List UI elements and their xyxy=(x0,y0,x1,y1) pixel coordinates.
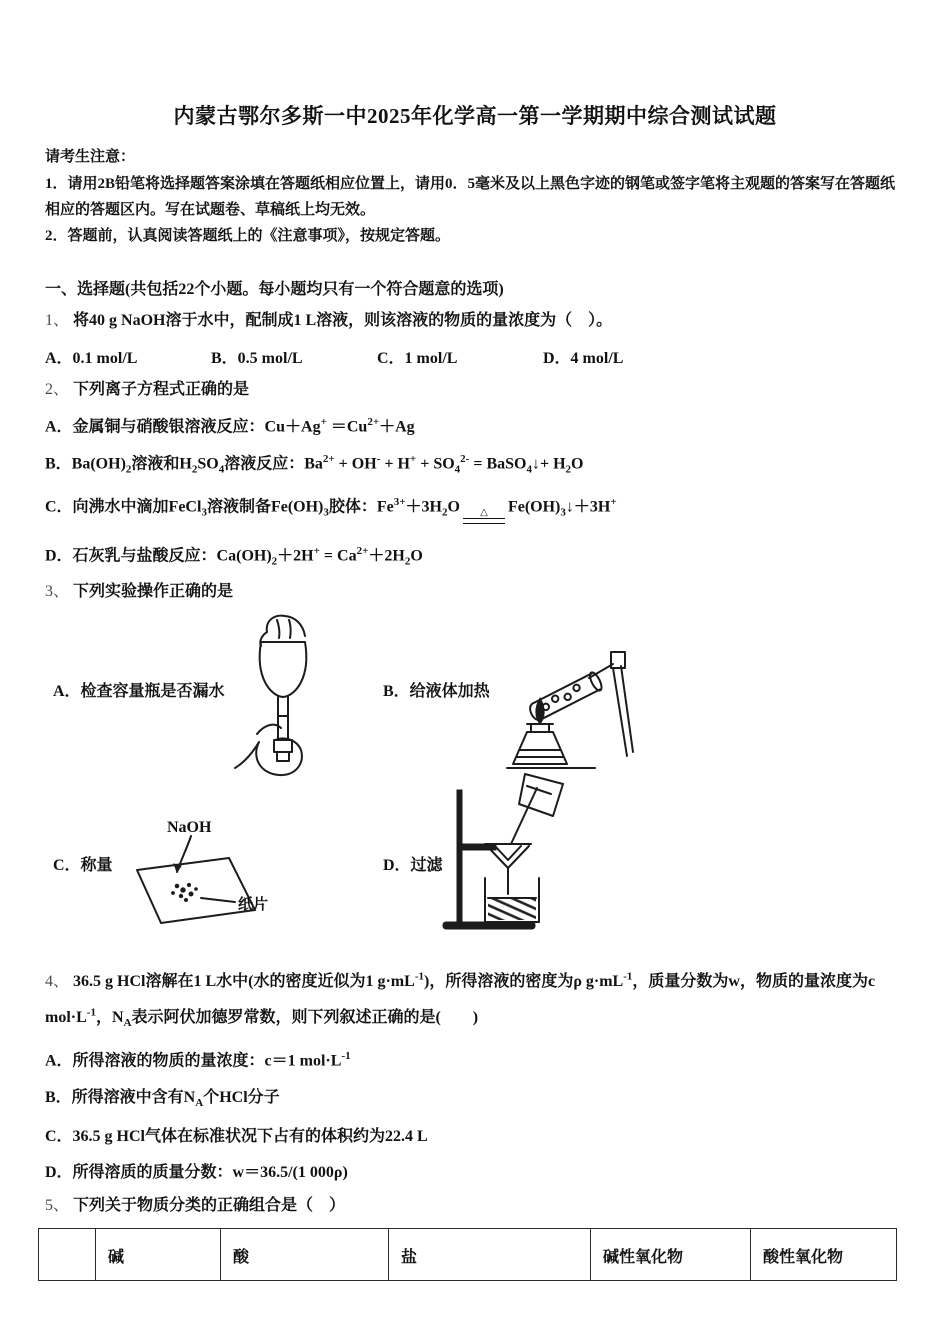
question-3-stem xyxy=(45,580,905,604)
question-4-number: 4、 xyxy=(45,973,70,991)
weighing-paper-label: 纸片 xyxy=(238,897,269,914)
question-2-number: 2、 xyxy=(45,381,70,399)
notice-heading: 请考生注意： xyxy=(45,149,136,165)
delta-equals-sign: △ xyxy=(463,508,505,524)
question-3-number: 3、 xyxy=(45,583,70,601)
question-2-stem xyxy=(45,378,905,402)
notice-item-2: 2．答题前，认真阅读答题纸上的《注意事项》，按规定答题。 xyxy=(45,227,451,244)
question-2-text: 下列离子方程式正确的是 xyxy=(73,381,250,399)
question-5-number: 5、 xyxy=(45,1197,70,1215)
q1-option-a: A．0.1 mol/L xyxy=(45,350,138,368)
question-3-figures xyxy=(45,612,905,954)
page-title: 内蒙古鄂尔多斯一中2025年化学高一第一学期期中综合测试试题 xyxy=(173,104,777,128)
classification-table xyxy=(38,1228,897,1281)
q3-option-a-label: A．检查容量瓶是否漏水 xyxy=(53,683,225,701)
q4-option-c: C．36.5 g HCl气体在标准状况下占有的体积约为22.4 L xyxy=(45,1127,428,1145)
question-1-options xyxy=(45,345,905,368)
table-header-salt: 盐 xyxy=(389,1229,591,1281)
question-5-stem xyxy=(45,1194,905,1218)
table-header-row xyxy=(39,1229,897,1281)
question-5-text: 下列关于物质分类的正确组合是（ ） xyxy=(73,1197,346,1215)
q1-option-c: C．1 mol/L xyxy=(377,350,458,368)
q2-option-d: D．石灰乳与盐酸反应：$Ca(OH)_2+2H^+ = Ca^{2+}+2H_2O$ xyxy=(45,544,423,568)
q3-option-d-label: D．过滤 xyxy=(383,857,443,875)
filtration-figure xyxy=(435,772,575,940)
question-4-text: 36.5 g HCl溶解在1 L水中(水的密度近似为1 $g\cdot mL^{-1}$)，所得溶液的密度为ρ $g\cdot mL^{-1}$，质量分数为w，物质的量浓度为c $mol\cdot L^{-1}$，$N_A$表示阿伏加德罗常数，则下列叙述正确的是( ) xyxy=(45,970,876,1030)
q1-option-b: B．0.5 mol/L xyxy=(211,350,303,368)
weighing-naoh-figure xyxy=(111,810,281,930)
q2-option-c: C．向沸水中滴加FeCl$_3$溶液制备$Fe(OH)_3$胶体：$Fe^{3+}+3H_2O$ △ $Fe(OH)_3↓+3H^+$ xyxy=(45,495,905,523)
section-heading: 一、选择题(共包括22个小题。每小题均只有一个符合题意的选项) xyxy=(45,281,504,299)
q4-option-b: B．所得溶液中含有$N_A$个HCl分子 xyxy=(45,1088,280,1109)
q2-option-b: B．$Ba(OH)_2$溶液和$H_2SO_4$溶液反应：$Ba^{2+} + OH^- + H^+ + SO_4^{2-}$ = BaSO$_4$↓+ $H_2O$ xyxy=(45,452,584,476)
q2-option-a: A．金属铜与硝酸银溶液反应：$Cu+Ag^+ =Cu^{2+}+Ag$ xyxy=(45,416,415,436)
q4-option-a: A．所得溶液的物质的量浓度：c＝1 $mol\cdot L^{-1}$ xyxy=(45,1050,351,1070)
table-header-acid: 酸 xyxy=(221,1229,389,1281)
weighing-substance-label: NaOH xyxy=(167,819,212,837)
question-4-stem xyxy=(45,964,905,1036)
question-1-stem xyxy=(45,309,905,333)
table-header-basic-oxide: 碱性氧化物 xyxy=(591,1229,751,1281)
q3-option-b-label: B．给液体加热 xyxy=(383,683,490,701)
volumetric-flask-leak-check-figure xyxy=(223,612,343,780)
notice-item-1: 1．请用2B铅笔将选择题答案涂填在答题纸相应位置上，请用0．5毫米及以上黑色字迹的钢笔或签字笔将主观题的答案写在答题纸相应的答题区内。写在试题卷、草稿纸上均无效。 xyxy=(45,176,896,218)
q1-option-d: D．4 mol/L xyxy=(543,350,624,368)
table-header-empty xyxy=(39,1229,96,1281)
heating-liquid-figure xyxy=(495,638,645,776)
table-header-base: 碱 xyxy=(96,1229,221,1281)
q4-option-d: D．所得溶质的质量分数：w＝36.5/(1 000ρ) xyxy=(45,1163,348,1181)
question-1-number: 1、 xyxy=(45,312,70,330)
question-3-text: 下列实验操作正确的是 xyxy=(73,583,234,601)
q3-option-c-label: C．称量 xyxy=(53,857,113,875)
table-header-acidic-oxide: 酸性氧化物 xyxy=(751,1229,897,1281)
question-1-text: 将40 g NaOH溶于水中，配制成1 L溶液，则该溶液的物质的量浓度为（ ）。 xyxy=(73,312,613,330)
